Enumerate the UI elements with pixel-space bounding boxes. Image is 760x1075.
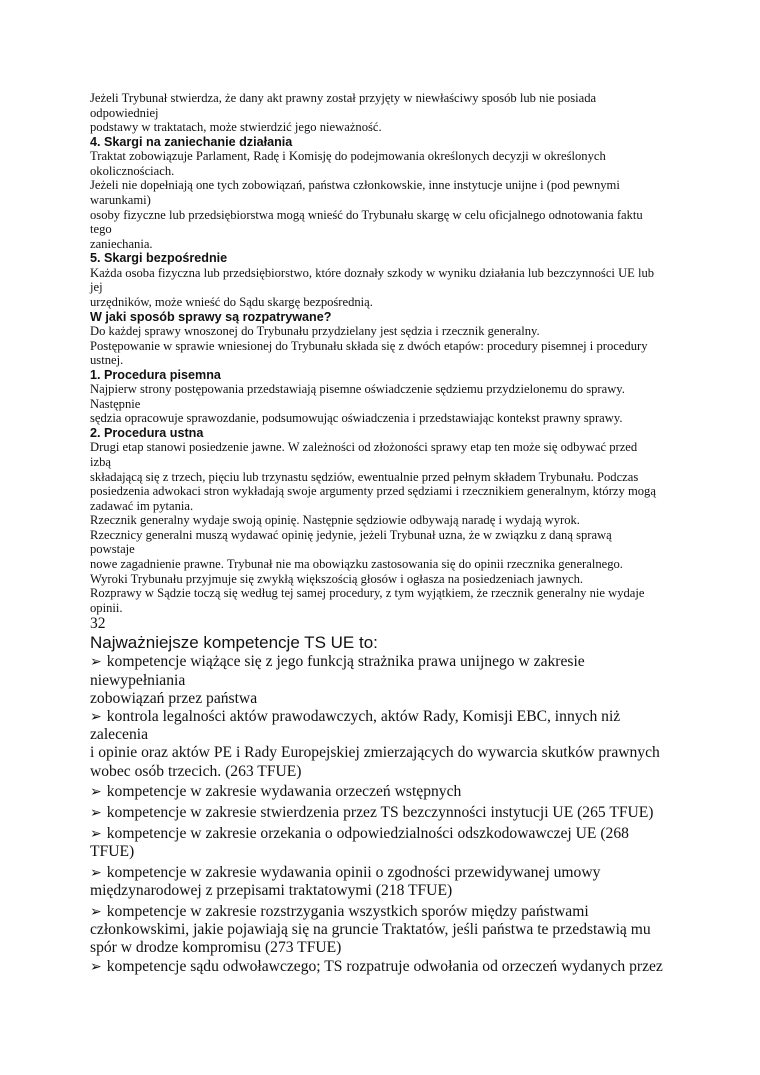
- list-item-continuation: międzynarodowej z przepisami traktatowymi (218 TFUE): [90, 882, 453, 900]
- text-line: Jeżeli nie dopełniają one tych zobowiązań, państwa członkowskie, inne instytucje unijne i (pod pewnymi: [90, 178, 620, 193]
- text-line: urzędników, może wnieść do Sądu skargę bezpośrednią.: [90, 294, 373, 309]
- text-line: posiedzenia adwokaci stron wykładają swoje argumenty przed sędziami i rzecznikiem generalnym, którzy mogą: [90, 484, 656, 499]
- text-line: Jeżeli Trybunał stwierdza, że dany akt prawny został przyjęty w niewłaściwy sposób lub nie posiada: [90, 91, 597, 105]
- text-line: Najpierw strony postępowania przedstawiają pisemne oświadczenie sędziemu przydzielonemu do sprawy.: [90, 382, 625, 397]
- list-item: [90, 903, 680, 921]
- text-line: Rzecznik generalny wydaje swoją opinię. Następnie sędziowie odbywają naradę i wydają wyrok.: [90, 513, 580, 528]
- text-line: odpowiedniej: [90, 105, 159, 120]
- arrow-bullet-icon: ➢: [90, 904, 102, 921]
- list-item-text: kompetencje w zakresie wydawania opinii o zgodności przewidywanej umowy: [106, 864, 601, 882]
- list-item-text: kompetencje w zakresie rozstrzygania wszystkich sporów między państwami: [106, 903, 589, 921]
- list-item-continuation: członkowskimi, jakie pojawiają się na gruncie Traktatów, jeśli państwa te przedstawią mu: [90, 921, 651, 939]
- section-heading-how-cases-handled: W jaki sposób sprawy są rozpatrywane?: [90, 309, 332, 324]
- text-line: zadawać im pytania.: [90, 498, 194, 513]
- list-item: [90, 708, 680, 726]
- text-line: opinii.: [90, 600, 123, 615]
- section-heading-oral-procedure: 2. Procedura ustna: [90, 425, 204, 440]
- text-line: powstaje: [90, 542, 135, 557]
- list-item-text: kontrola legalności aktów prawodawczych, aktów Rady, Komisji EBC, innych niż: [106, 708, 621, 726]
- text-line: Następnie: [90, 396, 141, 411]
- arrow-bullet-icon: ➢: [90, 709, 102, 726]
- text-line: Do każdej sprawy wnoszonej do Trybunału przydzielany jest sędzia i rzecznik generalny.: [90, 323, 540, 338]
- list-item: [90, 864, 680, 882]
- list-item-text: kompetencje wiążące się z jego funkcją strażnika prawa unijnego w zakresie: [106, 653, 585, 671]
- list-item-continuation: niewypełniania: [90, 671, 186, 689]
- list-item: [90, 783, 680, 801]
- text-line: Rzecznicy generalni muszą wydawać opinię jedynie, jeżeli Trybunał uzna, że w związku z daną sprawą: [90, 527, 612, 542]
- section-heading-direct-actions: 5. Skargi bezpośrednie: [90, 251, 228, 266]
- arrow-bullet-icon: ➢: [90, 865, 102, 882]
- arrow-bullet-icon: ➢: [90, 654, 102, 671]
- document-page: [90, 91, 680, 976]
- list-item-continuation: spór w drodze kompromisu (273 TFUE): [90, 939, 342, 957]
- section-heading-failure-to-act: 4. Skargi na zaniechanie działania: [90, 134, 293, 149]
- text-line: Wyroki Trybunału przyjmuje się zwykłą większością głosów i ogłasza na posiedzeniach jawnych.: [90, 571, 584, 586]
- text-line: osoby fizyczne lub przedsiębiorstwa mogą wnieść do Trybunału skargę w celu oficjalnego odnotowania faktu: [90, 207, 643, 222]
- text-line: składającą się z trzech, pięciu lub trzynastu sędziów, ewentualnie przed pełnym składem Trybunału. Podczas: [90, 469, 639, 484]
- list-item-continuation: TFUE): [90, 843, 135, 861]
- text-line: Drugi etap stanowi posiedzenie jawne. W zależności od złożoności sprawy etap ten może się odbywać przed: [90, 440, 638, 455]
- arrow-bullet-icon: ➢: [90, 826, 102, 843]
- list-item: [90, 958, 680, 976]
- text-line: nowe zagadnienie prawne. Trybunał nie ma obowiązku zastosowania się do opinii rzecznika generalnego.: [90, 557, 623, 572]
- list-item-text: kompetencje w zakresie wydawania orzeczeń wstępnych: [106, 783, 462, 801]
- list-item: [90, 804, 680, 822]
- text-line: Traktat zobowiązuje Parlament, Radę i Komisję do podejmowania określonych decyzji w określonych: [90, 149, 606, 164]
- list-item-continuation: zalecenia: [90, 726, 148, 744]
- list-item-continuation: wobec osób trzecich. (263 TFUE): [90, 762, 302, 780]
- section-heading-written-procedure: 1. Procedura pisemna: [90, 367, 221, 382]
- text-line: tego: [90, 222, 112, 237]
- arrow-bullet-icon: ➢: [90, 958, 102, 975]
- text-line: podstawy w traktatach, może stwierdzić jego nieważność.: [90, 120, 382, 135]
- text-line: Rozprawy w Sądzie toczą się według tej samej procedury, z tym wyjątkiem, że rzecznik generalny nie wydaje: [90, 586, 645, 601]
- text-line: jej: [90, 280, 103, 295]
- arrow-bullet-icon: ➢: [90, 805, 102, 822]
- list-item-text: kompetencje w zakresie stwierdzenia przez TS bezczynności instytucji UE (265 TFUE): [106, 804, 654, 822]
- text-line: sędzia opracowuje sprawozdanie, podsumowując oświadczenia i przedstawiając kontekst prawny sprawy.: [90, 411, 623, 426]
- text-line: zaniechania.: [90, 236, 153, 251]
- text-line: Każda osoba fizyczna lub przedsiębiorstwo, które doznały szkody w wyniku działania lub bezczynności UE lub: [90, 265, 655, 280]
- text-line: izbą: [90, 454, 111, 469]
- list-item-text: kompetencje sądu odwoławczego; TS rozpatruje odwołania od orzeczeń wydanych przez: [106, 957, 663, 975]
- competences-heading: Najważniejsze kompetencje TS UE to:: [90, 633, 378, 653]
- arrow-bullet-icon: ➢: [90, 784, 102, 801]
- text-line: Postępowanie w sprawie wniesionej do Trybunału składa się z dwóch etapów: procedury pisemnej i procedury: [90, 338, 648, 353]
- text-line: ustnej.: [90, 353, 124, 368]
- list-item: [90, 653, 680, 671]
- list-item-text: kompetencje w zakresie orzekania o odpowiedzialności odszkodowawczej UE (268: [106, 825, 629, 843]
- list-item-continuation: zobowiązań przez państwa: [90, 689, 258, 707]
- text-line: warunkami): [90, 192, 151, 207]
- list-item: [90, 825, 680, 843]
- list-item-continuation: i opinie oraz aktów PE i Rady Europejskiej zmierzających do wywarcia skutków prawnych: [90, 744, 660, 762]
- page-number: 32: [90, 615, 106, 633]
- text-line: okolicznościach.: [90, 163, 175, 178]
